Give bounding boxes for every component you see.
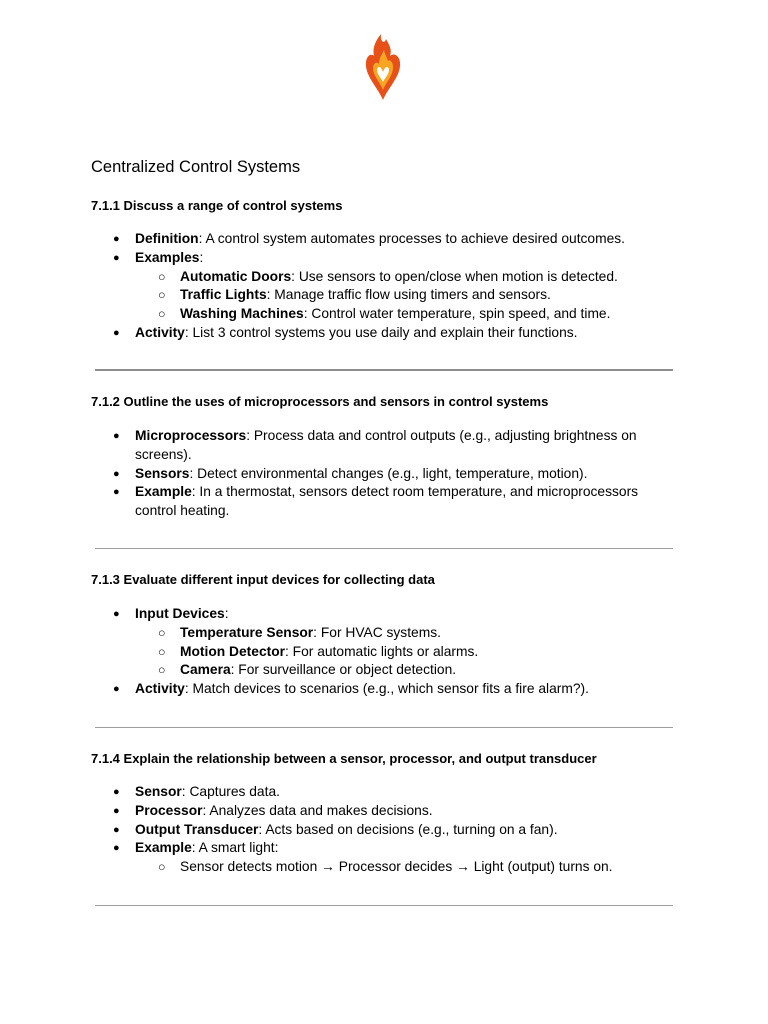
- list-item: ○ Sensor detects motion → Processor decides → Light (output) turns on.: [135, 858, 681, 877]
- circle-bullet-icon: ○: [158, 663, 166, 678]
- circle-bullet-icon: ○: [158, 860, 166, 875]
- sub-list: [135, 858, 681, 877]
- bullet-icon: ●: [113, 804, 120, 817]
- section-divider: [95, 369, 673, 371]
- list-item: ● Sensor: Captures data.: [91, 783, 681, 802]
- section-heading: 7.1.2 Outline the uses of microprocessors and sensors in control systems: [91, 394, 549, 409]
- list-item: ○ Automatic Doors: Use sensors to open/close when motion is detected.: [135, 268, 681, 287]
- list-item: ○ Motion Detector: For automatic lights or alarms.: [135, 643, 681, 662]
- bullet-icon: ●: [113, 486, 120, 499]
- list-item: ● Activity: Match devices to scenarios (e.g., which sensor fits a fire alarm?).: [91, 680, 681, 699]
- sub-list: [135, 624, 681, 680]
- sub-list: [135, 268, 681, 324]
- list-item: ● Activity: List 3 control systems you use daily and explain their functions.: [91, 324, 681, 343]
- circle-bullet-icon: ○: [158, 644, 166, 659]
- list-item: ● Input Devices: ○ Temperature Sensor: For HVAC systems. ○ Motion Detector: For automatic lights or alarms. ○ Camera: For surveillance or object detection.: [91, 605, 681, 680]
- bullet-list: [91, 783, 681, 877]
- section-heading: 7.1.4 Explain the relationship between a sensor, processor, and output transducer: [91, 751, 597, 766]
- list-item: ● Definition: A control system automates processes to achieve desired outcomes.: [91, 230, 681, 249]
- list-item: ○ Temperature Sensor: For HVAC systems.: [135, 624, 681, 643]
- flame-heart-icon: [359, 26, 407, 102]
- bullet-icon: ●: [113, 786, 120, 798]
- list-item: ○ Camera: For surveillance or object detection.: [135, 661, 681, 680]
- bullet-list: [91, 230, 681, 343]
- list-item: ● Examples: ○ Automatic Doors: Use sensors to open/close when motion is detected. ○ Traffic Lights: Manage traffic flow using timers and sensors. ○ Washing Machines: Control water temperature, spin speed, and time.: [91, 249, 681, 324]
- list-item: ○ Washing Machines: Control water temperature, spin speed, and time.: [135, 305, 681, 324]
- bullet-icon: ●: [113, 430, 120, 442]
- list-item: ● Sensors: Detect environmental changes (e.g., light, temperature, motion).: [91, 465, 681, 484]
- circle-bullet-icon: ○: [158, 288, 166, 303]
- bullet-icon: ●: [113, 823, 120, 836]
- list-item: ● Output Transducer: Acts based on decisions (e.g., turning on a fan).: [91, 821, 681, 840]
- circle-bullet-icon: ○: [158, 307, 166, 322]
- section-divider: [95, 548, 673, 549]
- bullet-icon: ●: [113, 467, 120, 480]
- section-heading: 7.1.1 Discuss a range of control systems: [91, 198, 343, 213]
- page-title: Centralized Control Systems: [91, 158, 301, 176]
- circle-bullet-icon: ○: [158, 269, 166, 284]
- list-item: ● Processor: Analyzes data and makes decisions.: [91, 802, 681, 821]
- bullet-icon: ●: [113, 233, 120, 245]
- bullet-icon: ●: [113, 683, 120, 696]
- bullet-icon: ●: [113, 326, 120, 339]
- list-item: ● Example: In a thermostat, sensors detect room temperature, and microprocessors control heating.: [113, 484, 639, 519]
- bullet-icon: ●: [113, 251, 120, 264]
- bullet-list: [91, 605, 681, 699]
- section-divider: [95, 727, 673, 728]
- circle-bullet-icon: ○: [158, 625, 166, 640]
- list-item: ● Microprocessors: Process data and control outputs (e.g., adjusting brightness on screens).: [113, 428, 637, 462]
- section-heading: 7.1.3 Evaluate different input devices for collecting data: [91, 572, 435, 587]
- bullet-icon: ●: [113, 608, 120, 620]
- section-divider: [95, 905, 673, 906]
- list-item: ● Example: A smart light: ○ Sensor detects motion → Processor decides → Light (output) turns on.: [91, 839, 681, 877]
- list-item: ○ Traffic Lights: Manage traffic flow using timers and sensors.: [135, 286, 681, 305]
- bullet-icon: ●: [113, 842, 120, 855]
- bullet-list: [91, 427, 681, 521]
